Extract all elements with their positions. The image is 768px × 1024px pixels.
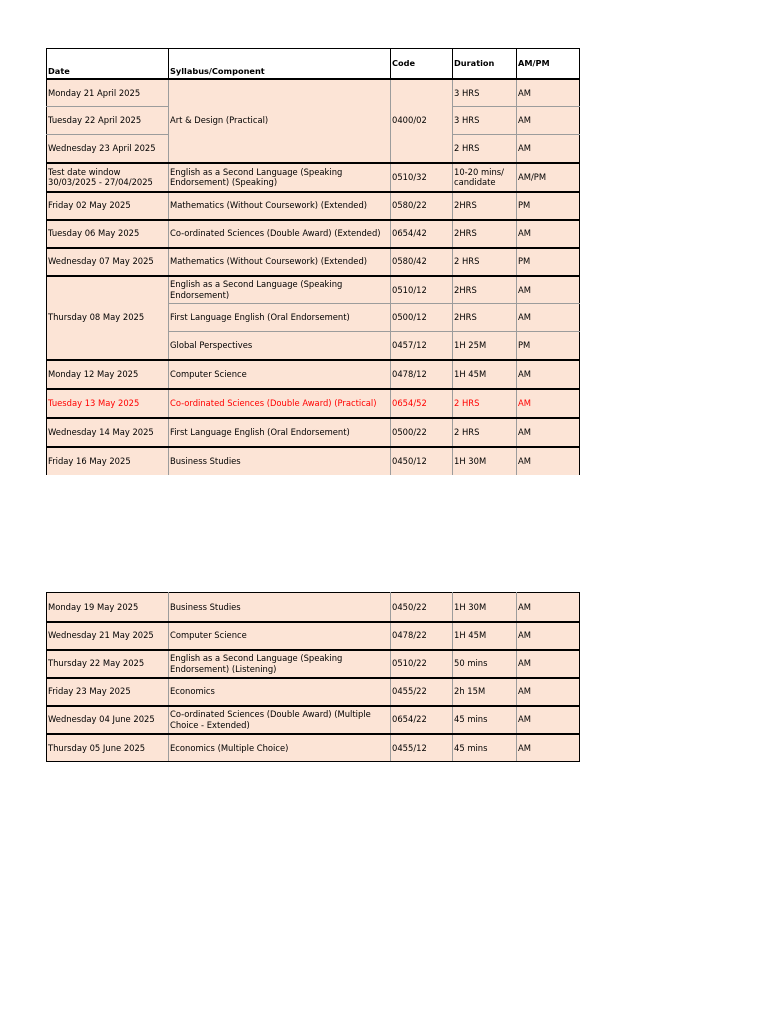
- cell-ampm: AM: [517, 79, 580, 107]
- cell-component: First Language English (Oral Endorsement): [169, 304, 391, 332]
- cell-date: Monday 19 May 2025: [47, 593, 169, 622]
- cell-duration: 3 HRS: [453, 107, 517, 135]
- cell-component: Co-ordinated Sciences (Double Award) (Extended): [169, 220, 391, 248]
- cell-component: English as a Second Language (Speaking Endorsement): [169, 276, 391, 304]
- table-row: [47, 734, 580, 762]
- cell-date: Monday 12 May 2025: [47, 360, 169, 389]
- cell-ampm: AM: [517, 593, 580, 622]
- cell-code: 0500/22: [391, 418, 453, 447]
- cell-code: 0455/22: [391, 678, 453, 706]
- cell-date: Tuesday 13 May 2025: [47, 389, 169, 418]
- cell-ampm: AM: [517, 650, 580, 678]
- cell-date: Test date window 30/03/2025 - 27/04/2025: [47, 163, 169, 192]
- cell-duration: 1H 30M: [453, 593, 517, 622]
- cell-date: Wednesday 21 May 2025: [47, 622, 169, 650]
- exam-schedule-table-2: [46, 592, 580, 762]
- cell-duration: 2 HRS: [453, 418, 517, 447]
- cell-component: Computer Science: [169, 360, 391, 389]
- table-row: [47, 248, 580, 276]
- table-row: [47, 706, 580, 734]
- cell-code: 0500/12: [391, 304, 453, 332]
- cell-duration: 45 mins: [453, 734, 517, 762]
- header-ampm: AM/PM: [517, 49, 580, 79]
- header-duration: Duration: [453, 49, 517, 79]
- table-row: [47, 163, 580, 192]
- cell-ampm: AM: [517, 276, 580, 304]
- table-row: [47, 447, 580, 475]
- cell-component: Global Perspectives: [169, 332, 391, 360]
- table-row-highlighted: [47, 389, 580, 418]
- cell-component-merged: Art & Design (Practical): [169, 79, 391, 163]
- cell-date: Wednesday 14 May 2025: [47, 418, 169, 447]
- cell-duration: 1H 45M: [453, 622, 517, 650]
- cell-duration: 2HRS: [453, 220, 517, 248]
- cell-component: Co-ordinated Sciences (Double Award) (Multiple Choice - Extended): [169, 706, 391, 734]
- cell-date: Monday 21 April 2025: [47, 79, 169, 107]
- cell-duration: 2 HRS: [453, 389, 517, 418]
- cell-component: English as a Second Language (Speaking Endorsement) (Listening): [169, 650, 391, 678]
- cell-code: 0580/22: [391, 192, 453, 220]
- table-row: [47, 360, 580, 389]
- header-date: Date: [47, 49, 169, 79]
- cell-code: 0654/52: [391, 389, 453, 418]
- cell-ampm: AM: [517, 389, 580, 418]
- table-row: [47, 192, 580, 220]
- table-row: [47, 276, 580, 304]
- cell-ampm: AM: [517, 678, 580, 706]
- cell-ampm: AM: [517, 447, 580, 475]
- cell-date: Tuesday 06 May 2025: [47, 220, 169, 248]
- cell-code: 0450/22: [391, 593, 453, 622]
- cell-ampm: AM: [517, 107, 580, 135]
- cell-code: 0580/42: [391, 248, 453, 276]
- cell-date: Thursday 22 May 2025: [47, 650, 169, 678]
- cell-duration: 2HRS: [453, 276, 517, 304]
- cell-ampm: AM: [517, 622, 580, 650]
- cell-date: Friday 02 May 2025: [47, 192, 169, 220]
- cell-ampm: AM: [517, 360, 580, 389]
- cell-ampm: AM: [517, 135, 580, 163]
- cell-date: Wednesday 04 June 2025: [47, 706, 169, 734]
- cell-date: Wednesday 07 May 2025: [47, 248, 169, 276]
- cell-duration: 1H 45M: [453, 360, 517, 389]
- header-code: Code: [391, 49, 453, 79]
- cell-component: English as a Second Language (Speaking Endorsement) (Speaking): [169, 163, 391, 192]
- cell-code: 0654/42: [391, 220, 453, 248]
- cell-duration: 3 HRS: [453, 79, 517, 107]
- exam-schedule-table-1: [46, 48, 580, 475]
- table-row: [47, 650, 580, 678]
- cell-date: Wednesday 23 April 2025: [47, 135, 169, 163]
- cell-ampm: AM: [517, 706, 580, 734]
- cell-ampm: PM: [517, 332, 580, 360]
- cell-component: Mathematics (Without Coursework) (Extended): [169, 192, 391, 220]
- cell-code: 0478/12: [391, 360, 453, 389]
- table-row: [47, 220, 580, 248]
- cell-component: First Language English (Oral Endorsement): [169, 418, 391, 447]
- cell-code: 0510/32: [391, 163, 453, 192]
- cell-code: 0457/12: [391, 332, 453, 360]
- header-syllabus: Syllabus/Component: [169, 49, 391, 79]
- cell-component: Economics: [169, 678, 391, 706]
- cell-component: Co-ordinated Sciences (Double Award) (Practical): [169, 389, 391, 418]
- cell-date: Friday 16 May 2025: [47, 447, 169, 475]
- table-row: [47, 678, 580, 706]
- table-row: [47, 622, 580, 650]
- cell-ampm: PM: [517, 248, 580, 276]
- cell-component: Computer Science: [169, 622, 391, 650]
- cell-duration: 2h 15M: [453, 678, 517, 706]
- cell-ampm: AM: [517, 220, 580, 248]
- header-row: [47, 49, 580, 79]
- cell-ampm: AM: [517, 304, 580, 332]
- cell-code: 0478/22: [391, 622, 453, 650]
- cell-duration: 10-20 mins/ candidate: [453, 163, 517, 192]
- cell-ampm: AM: [517, 418, 580, 447]
- cell-component: Business Studies: [169, 593, 391, 622]
- table-row: [47, 79, 580, 107]
- table-row: [47, 593, 580, 622]
- cell-code: 0654/22: [391, 706, 453, 734]
- cell-date-merged: Thursday 08 May 2025: [47, 276, 169, 360]
- cell-code: 0510/22: [391, 650, 453, 678]
- cell-code: 0450/12: [391, 447, 453, 475]
- cell-date: Friday 23 May 2025: [47, 678, 169, 706]
- table-row: [47, 418, 580, 447]
- cell-duration: 2 HRS: [453, 248, 517, 276]
- cell-code-merged: 0400/02: [391, 79, 453, 163]
- cell-duration: 2 HRS: [453, 135, 517, 163]
- cell-date: Thursday 05 June 2025: [47, 734, 169, 762]
- cell-ampm: AM/PM: [517, 163, 580, 192]
- cell-component: Economics (Multiple Choice): [169, 734, 391, 762]
- cell-code: 0455/12: [391, 734, 453, 762]
- cell-component: Mathematics (Without Coursework) (Extended): [169, 248, 391, 276]
- cell-duration: 1H 30M: [453, 447, 517, 475]
- cell-duration: 2HRS: [453, 304, 517, 332]
- cell-duration: 45 mins: [453, 706, 517, 734]
- cell-duration: 2HRS: [453, 192, 517, 220]
- cell-date: Tuesday 22 April 2025: [47, 107, 169, 135]
- cell-component: Business Studies: [169, 447, 391, 475]
- cell-code: 0510/12: [391, 276, 453, 304]
- cell-duration: 1H 25M: [453, 332, 517, 360]
- cell-duration: 50 mins: [453, 650, 517, 678]
- cell-ampm: PM: [517, 192, 580, 220]
- cell-ampm: AM: [517, 734, 580, 762]
